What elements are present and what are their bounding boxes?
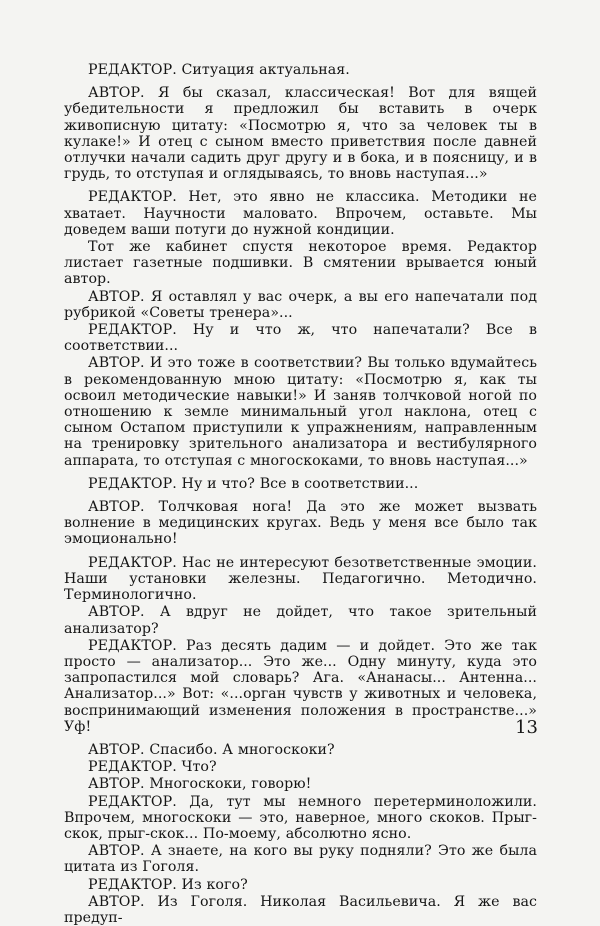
paragraph-15: АВТОР. Многоскоки, говорю! <box>88 776 312 793</box>
paragraph-2: АВТОР. Я бы сказал, классическая! Вот для вящей убедительности я предложил бы вставить в очерк живописную цитату: «Посмотрю я, что за человек ты в кулаке!» И отец с сыном вместо приветствия после давней отлучки начали садить друг другу и в бока, и в поясницу, и в грудь, то отступая и оглядываясь, то вновь наступая...» <box>64 85 537 183</box>
paragraph-11: АВТОР. А вдруг не дойдет, что такое зрительный анализатор? <box>64 604 537 637</box>
paragraph-7: АВТОР. И это тоже в соответствии? Вы только вдумайтесь в рекомендованную мною цитату: «Посмотрю я, как ты освоил методические навыки!» И заняв толчковой ногой по отношению к земле минимальный угол наклона, отец с сыном Остапом приступили к упражнениям, направленным на тренировку зрительного анализатора и вестибулярного аппарата, то отступая с многоскоками, то вновь наступая...» <box>64 355 537 469</box>
paragraph-19: АВТОР. Из Гоголя. Николая Васильевича. Я же вас предуп- <box>64 893 537 926</box>
paragraph-8: РЕДАКТОР. Ну и что? Все в соответствии... <box>88 475 419 492</box>
paragraph-9: АВТОР. Толчковая нога! Да это же может вызвать волнение в медицинских кругах. Ведь у меня все было так эмоционально! <box>64 499 537 548</box>
page-number: 13 <box>515 717 538 738</box>
paragraph-5: АВТОР. Я оставлял у вас очерк, а вы его напечатали под рубрикой «Советы тренера»... <box>64 288 537 321</box>
paragraph-16: РЕДАКТОР. Да, тут мы немного перетерминоложили. Впрочем, многоскоки — это, наверное, много скоков. Прыг-скок, прыг-скок... По-моему, абсолютно ясно. <box>64 793 537 842</box>
paragraph-10: РЕДАКТОР. Нас не интересуют безответственные эмоции. Наши установки железны. Педагогично. Методично. Терминологично. <box>64 554 537 604</box>
paragraph-17: АВТОР. А знаете, на кого вы руку подняли? Это же была цитата из Гоголя. <box>64 843 537 876</box>
paragraph-1: РЕДАКТОР. Ситуация актуальная. <box>88 62 350 78</box>
paragraph-4: Тот же кабинет спустя некоторое время. Редактор листает газетные подшивки. В смятении врывается юный автор. <box>64 239 537 288</box>
paragraph-12: РЕДАКТОР. Раз десять дадим — и дойдет. Это же так просто — анализатор... Это же... Одну минуту, куда это запропастился мой словарь? Ага. «Ананасы... Антенна... Анализатор...» Вот: «...орган чувств у животных и человека, воспринимающий изменения положения в пространстве...» Уф! <box>64 637 537 735</box>
paragraph-3: РЕДАКТОР. Нет, это явно не классика. Методики не хватает. Научности маловато. Впрочем, оставьте. Мы доведем ваши потуги до нужной кондиции. <box>64 189 537 238</box>
paragraph-18: РЕДАКТОР. Из кого? <box>88 876 248 893</box>
page-text <box>64 62 537 926</box>
paragraph-13: АВТОР. Спасибо. А многоскоки? <box>88 741 335 758</box>
paragraph-14: РЕДАКТОР. Что? <box>88 759 217 776</box>
paragraph-6: РЕДАКТОР. Ну и что ж, что напечатали? Все в соответствии... <box>64 322 537 355</box>
